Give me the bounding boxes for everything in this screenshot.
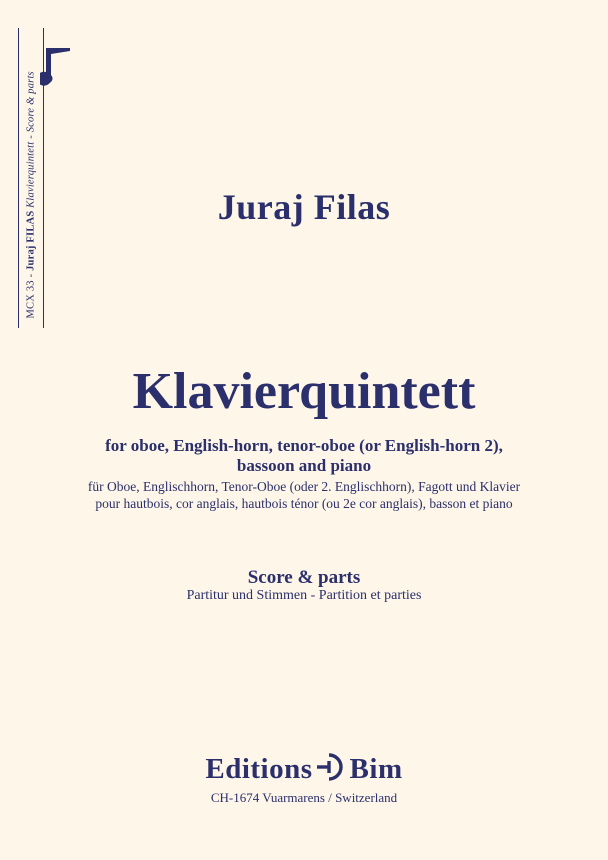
instrumentation-english-line1: for oboe, English-horn, tenor-oboe (or English-horn 2), [105,436,503,455]
spine-text [26,29,37,319]
publisher-name-left: Editions [205,753,313,785]
composer-name: Juraj Filas [217,187,391,227]
instrumentation-translations [0,478,608,512]
music-note-icon [40,42,80,90]
spine-rule-left [18,28,19,328]
publisher-name-right: Bim [349,753,403,785]
spine-composer: Juraj FILAS [25,210,37,271]
edition-type-english: Score & parts [247,567,361,588]
instrumentation-french: pour hautbois, cor anglais, hautbois ténor (ou 2e cor anglais), basson et piano [95,496,513,511]
publisher-logotype [0,752,608,787]
instrumentation-english-line2: bassoon and piano [236,456,372,475]
bim-logo-icon [315,752,349,787]
spine-catalog: MCX 33 - [25,270,37,319]
spine-work: Klavierquintett [25,141,37,208]
work-title: Klavierquintett [132,363,476,420]
edition-type-translations: Partitur und Stimmen - Partition et parties [186,588,422,603]
instrumentation-german: für Oboe, Englischhorn, Tenor-Oboe (oder 2. Englischhorn), Fagott und Klavier [87,479,521,494]
spine-tail: - Score & parts [25,71,37,142]
instrumentation-english [0,436,608,476]
publisher-address: CH-1674 Vuarmarens / Switzerland [210,790,398,805]
